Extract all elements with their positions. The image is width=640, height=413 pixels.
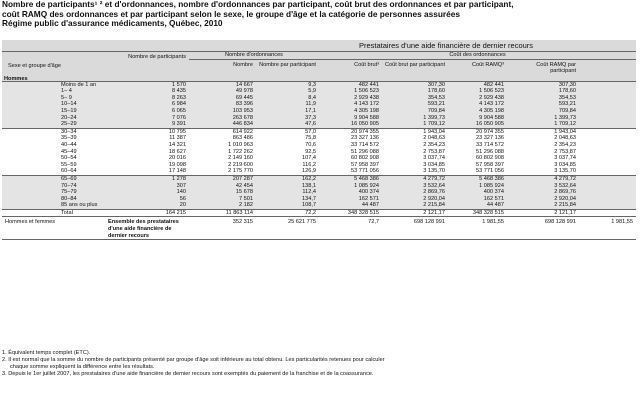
statistics-table bbox=[2, 40, 636, 240]
total-cout-ramq: 348 328 515 bbox=[448, 209, 507, 217]
cout-brut-par-cell: 1 399,73 bbox=[382, 115, 448, 122]
row-label bbox=[2, 162, 105, 169]
footnote-1: 1. Équivalent temps complet (ETC). bbox=[2, 350, 91, 356]
cout-ramq-cell: 400 374 bbox=[448, 189, 507, 196]
nombre-par-cell: 134,7 bbox=[256, 196, 319, 203]
table-row bbox=[2, 95, 636, 102]
cout-brut-cell: 2 929 438 bbox=[319, 95, 382, 102]
ensemble-cout-ramq-par: 1 981,55 bbox=[579, 217, 636, 240]
table-row bbox=[2, 168, 636, 175]
row-label bbox=[2, 121, 105, 128]
cout-brut-par-cell: 593,21 bbox=[382, 101, 448, 108]
table-row bbox=[2, 175, 636, 182]
cout-ramq-par-cell: 709,84 bbox=[507, 108, 579, 115]
nombre-cell: 2 149 160 bbox=[228, 155, 253, 162]
nombre-par-cell: 5,9 bbox=[256, 88, 319, 95]
cout-brut-par-heading: Coût brut par participant bbox=[385, 61, 446, 68]
table-row bbox=[2, 88, 636, 95]
row-label bbox=[2, 135, 105, 142]
nombre-par-heading: Nombre par participant bbox=[259, 61, 316, 68]
nombre-par-cell: 138,1 bbox=[256, 183, 319, 190]
cout-ramq-cell: 1 506 523 bbox=[448, 88, 507, 95]
row-label bbox=[2, 142, 105, 149]
participants-cell: 6 984 bbox=[105, 101, 189, 108]
ensemble-participants: 352 315 bbox=[189, 217, 256, 240]
age-group: 10–14 bbox=[61, 101, 77, 108]
cout-brut-cell: 9 904 588 bbox=[319, 115, 382, 122]
total-participants: 164 215 bbox=[105, 209, 189, 217]
participants-cell: 7 076 bbox=[105, 115, 189, 122]
cout-brut-cell: 53 771 056 bbox=[319, 168, 382, 175]
table-row bbox=[2, 196, 636, 203]
cout-brut-cell: 33 714 572 bbox=[351, 141, 379, 148]
cout-brut-par-cell: 1 943,04 bbox=[382, 128, 448, 135]
cout-ramq-par-cell: 593,21 bbox=[507, 101, 579, 108]
total-cout-ramq-par: 2 121,17 bbox=[507, 209, 579, 217]
ensemble-nombre-par: 72,7 bbox=[319, 217, 382, 240]
cout-brut-cell: 20 974 355 bbox=[319, 128, 382, 135]
cout-ramq-cell: 60 802 908 bbox=[476, 155, 504, 162]
nombre-par-cell: 126,9 bbox=[256, 168, 319, 175]
participants-cell: 9 391 bbox=[105, 121, 189, 128]
row-label bbox=[2, 155, 105, 162]
age-group: 75–79 bbox=[61, 189, 77, 196]
participants-cell: 19 098 bbox=[168, 161, 186, 168]
nombre-cell: 614 922 bbox=[189, 128, 256, 135]
banner-heading: Prestataires d'une aide financière de dernier recours bbox=[256, 40, 636, 52]
nombre-par-cell: 9,3 bbox=[256, 81, 319, 88]
nombre-par-cell: 116,2 bbox=[302, 161, 316, 168]
participants-cell: 10 795 bbox=[105, 128, 189, 135]
cout-ramq-par-cell: 2 048,63 bbox=[554, 135, 576, 142]
cout-ramq-cell: 162 571 bbox=[448, 196, 507, 203]
cout-ramq-par-cell: 354,53 bbox=[507, 95, 579, 102]
age-group: 70–74 bbox=[61, 182, 77, 189]
ordonnances-group-heading: Nombre d'ordonnances bbox=[189, 52, 319, 60]
cout-brut-par-cell: 2 753,87 bbox=[423, 148, 445, 155]
cout-ramq-cell: 2 929 438 bbox=[448, 95, 507, 102]
nombre-cell: 14 667 bbox=[189, 81, 256, 88]
nombre-par-cell: 17,1 bbox=[256, 108, 319, 115]
cout-brut-cell: 1 085 924 bbox=[319, 183, 382, 190]
cout-brut-cell: 60 802 908 bbox=[351, 155, 379, 162]
cout-ramq-cell: 4 143 172 bbox=[448, 101, 507, 108]
table-row bbox=[2, 149, 636, 156]
age-group: 25–29 bbox=[61, 121, 77, 128]
cout-ramq-cell: 482 441 bbox=[448, 81, 507, 88]
table-row bbox=[2, 202, 636, 209]
nombre-cell: 2 182 bbox=[189, 202, 256, 209]
section-label-hommes: Hommes bbox=[4, 75, 28, 82]
total-nombre: 11 863 114 bbox=[189, 209, 256, 217]
cout-brut-par-cell: 178,60 bbox=[382, 88, 448, 95]
age-group: 40–44 bbox=[61, 141, 77, 148]
participants-cell: 8 435 bbox=[105, 88, 189, 95]
row-label bbox=[2, 128, 105, 135]
cout-brut-cell: 44 487 bbox=[319, 202, 382, 209]
ensemble-cout-ramq: 698 128 991 bbox=[507, 217, 579, 240]
nombre-cell: 15 678 bbox=[189, 189, 256, 196]
cout-brut-cell: 23 327 136 bbox=[351, 135, 379, 142]
participants-cell: 20 016 bbox=[168, 155, 186, 162]
age-group: 5– 9 bbox=[61, 94, 72, 101]
cout-ramq-cell: 44 487 bbox=[448, 202, 507, 209]
cout-brut-par-cell: 3 135,70 bbox=[382, 168, 448, 175]
row-label bbox=[2, 88, 105, 95]
nombre-par-cell: 92,5 bbox=[305, 148, 316, 155]
nombre-par-cell: 112,4 bbox=[256, 189, 319, 196]
row-label bbox=[2, 196, 105, 203]
cout-brut-cell: 51 296 088 bbox=[351, 148, 379, 155]
nombre-cell: 207 287 bbox=[189, 175, 256, 182]
nombre-cell: 1 722 262 bbox=[228, 148, 253, 155]
footnotes bbox=[2, 350, 638, 378]
cout-brut-cell: 57 958 397 bbox=[351, 161, 379, 168]
cout-brut-par-cell: 2 354,23 bbox=[423, 141, 445, 148]
participants-heading: Nombre de participants bbox=[128, 54, 186, 60]
cout-brut-par-cell: 2 869,76 bbox=[382, 189, 448, 196]
footnote-2: 2. Il est normal que la somme du nombre de participants présenté par groupe d'âge soit inférieure au total obtenu. Les particularités retenues pour calculer bbox=[2, 357, 385, 363]
cout-ramq-par-cell: 2 920,04 bbox=[507, 196, 579, 203]
cout-ramq-cell: 4 305 198 bbox=[448, 108, 507, 115]
nombre-par-cell: 47,6 bbox=[256, 121, 319, 128]
participants-cell: 18 627 bbox=[168, 148, 186, 155]
row-label bbox=[2, 189, 105, 196]
cout-brut-par-cell: 4 279,72 bbox=[382, 175, 448, 182]
cout-brut-par-cell: 3 532,64 bbox=[382, 183, 448, 190]
table-row bbox=[2, 155, 636, 162]
row-label bbox=[2, 202, 105, 209]
participants-cell: 11 387 bbox=[169, 135, 186, 142]
nombre-par-cell: 162,2 bbox=[256, 175, 319, 182]
cout-ramq-heading: Coût RAMQ³ bbox=[471, 61, 504, 68]
nombre-cell: 7 501 bbox=[189, 196, 256, 203]
footnote-2-cont: chaque somme expliquent la différence entre les résultats. bbox=[10, 364, 155, 370]
group-heading: Sexe et groupe d'âge bbox=[8, 63, 62, 69]
cout-ramq-par-cell: 307,30 bbox=[507, 81, 579, 88]
nombre-cell: 49 978 bbox=[189, 88, 256, 95]
participants-cell: 6 065 bbox=[105, 108, 189, 115]
cout-brut-cell: 482 441 bbox=[319, 81, 382, 88]
cout-ramq-cell: 9 904 588 bbox=[448, 115, 507, 122]
cout-ramq-par-cell: 3 532,64 bbox=[507, 183, 579, 190]
table-row bbox=[2, 162, 636, 169]
cout-ramq-cell: 23 327 136 bbox=[476, 135, 504, 142]
participants-cell: 8 263 bbox=[105, 95, 189, 102]
cout-brut-par-cell: 2 920,04 bbox=[382, 196, 448, 203]
age-group: 55–59 bbox=[61, 161, 77, 168]
ensemble-row bbox=[2, 217, 636, 240]
nombre-par-cell: 75,8 bbox=[305, 135, 316, 142]
table-title bbox=[2, 0, 638, 29]
cout-ramq-cell: 33 714 572 bbox=[476, 141, 504, 148]
age-group: 65–69 bbox=[61, 175, 77, 182]
cout-brut-cell: 4 305 198 bbox=[319, 108, 382, 115]
table-row bbox=[2, 81, 636, 88]
nombre-cell: 42 454 bbox=[189, 183, 256, 190]
nombre-cell: 2 175 770 bbox=[189, 168, 256, 175]
participants-cell: 20 bbox=[105, 202, 189, 209]
cout-group-heading: Coût des ordonnances bbox=[319, 52, 636, 60]
nombre-par-cell: 70,6 bbox=[305, 141, 316, 148]
cout-brut-heading: Coût brut³ bbox=[354, 61, 379, 68]
row-label bbox=[2, 95, 105, 102]
table-row bbox=[2, 183, 636, 190]
cout-ramq-par-cell: 1 943,04 bbox=[507, 128, 579, 135]
cout-brut-cell: 162 571 bbox=[319, 196, 382, 203]
age-group: 30–34 bbox=[61, 128, 77, 135]
table-row bbox=[2, 189, 636, 196]
nombre-cell: 863 486 bbox=[232, 135, 253, 142]
cout-ramq-par-cell: 2 215,84 bbox=[507, 202, 579, 209]
cout-ramq-par-cell: 1 399,73 bbox=[507, 115, 579, 122]
nombre-par-cell: 8,4 bbox=[256, 95, 319, 102]
title-line-3: Régime public d'assurance médicaments, Québec, 2010 bbox=[2, 18, 223, 29]
row-label bbox=[2, 149, 105, 156]
row-label bbox=[2, 101, 105, 108]
nombre-par-cell: 37,3 bbox=[256, 115, 319, 122]
participants-cell: 1 570 bbox=[105, 81, 189, 88]
title-line-1: Nombre de participants¹ ² et d'ordonnances, nombre d'ordonnances par participant, coût brut des ordonnances et par participant, bbox=[2, 0, 514, 9]
ensemble-cout-brut-par: 1 981,55 bbox=[448, 217, 507, 240]
nombre-par-cell: 57,0 bbox=[256, 128, 319, 135]
cout-brut-cell: 400 374 bbox=[319, 189, 382, 196]
cout-brut-par-cell: 3 034,85 bbox=[423, 161, 445, 168]
cout-brut-par-cell: 709,84 bbox=[382, 108, 448, 115]
age-group: 1– 4 bbox=[61, 88, 72, 95]
row-label bbox=[2, 175, 105, 182]
table-row bbox=[2, 135, 636, 142]
table-row bbox=[2, 115, 636, 122]
nombre-cell: 103 953 bbox=[189, 108, 256, 115]
ensemble-label-cell bbox=[2, 217, 105, 240]
age-group: 60–64 bbox=[61, 168, 77, 175]
nombre-cell: 446 834 bbox=[189, 121, 256, 128]
age-group: 20–24 bbox=[61, 114, 77, 121]
cout-brut-cell: 16 050 905 bbox=[319, 121, 382, 128]
total-cout-brut: 348 328 515 bbox=[319, 209, 382, 217]
cout-ramq-par-cell: 1 709,12 bbox=[507, 121, 579, 128]
cout-ramq-cell: 51 296 088 bbox=[476, 148, 504, 155]
participants-cell: 1 278 bbox=[105, 175, 189, 182]
cout-ramq-par-heading: Coût RAMQ par participant bbox=[536, 61, 576, 75]
table-row bbox=[2, 128, 636, 135]
age-group: 15–19 bbox=[61, 107, 77, 114]
table-row bbox=[2, 108, 636, 115]
row-label bbox=[2, 75, 105, 88]
cout-brut-cell: 4 143 172 bbox=[319, 101, 382, 108]
total-nombre-par: 72,2 bbox=[256, 209, 319, 217]
ensemble-cout-brut: 698 128 991 bbox=[382, 217, 448, 240]
nombre-cell: 1 010 963 bbox=[228, 141, 253, 148]
cout-ramq-cell: 5 468 386 bbox=[448, 175, 507, 182]
row-label bbox=[2, 108, 105, 115]
table-row bbox=[2, 101, 636, 108]
section-label-hommes-femmes: Hommes et femmes bbox=[5, 219, 56, 226]
age-group: 85 ans ou plus bbox=[61, 202, 98, 209]
total-cout-brut-par: 2 121,17 bbox=[382, 209, 448, 217]
age-group: 35–39 bbox=[61, 135, 77, 142]
cout-brut-par-cell: 2 048,63 bbox=[423, 135, 445, 142]
cout-ramq-cell: 1 085 924 bbox=[448, 183, 507, 190]
cout-ramq-par-cell: 2 354,23 bbox=[554, 141, 576, 148]
nombre-par-cell: 11,9 bbox=[256, 101, 319, 108]
participants-cell: 56 bbox=[105, 196, 189, 203]
age-group: 50–54 bbox=[61, 155, 77, 162]
cout-brut-par-cell: 307,30 bbox=[382, 81, 448, 88]
participants-cell: 307 bbox=[105, 183, 189, 190]
footnote-3: 3. Depuis le 1er juillet 2007, les prestataires d'une aide financière de dernier recours sont exemptés du paiement de la franchise et de la coassurance. bbox=[2, 371, 374, 377]
cout-ramq-cell: 16 050 905 bbox=[448, 121, 507, 128]
cout-brut-par-cell: 1 709,12 bbox=[382, 121, 448, 128]
table-header bbox=[2, 40, 636, 81]
nombre-cell: 263 678 bbox=[189, 115, 256, 122]
cout-ramq-par-cell: 4 279,72 bbox=[507, 175, 579, 182]
cout-brut-par-cell: 3 037,74 bbox=[423, 155, 445, 162]
age-group: Moins de 1 an bbox=[61, 81, 97, 88]
table-body bbox=[2, 75, 636, 240]
ensemble-nombre: 25 621 775 bbox=[256, 217, 319, 240]
participants-cell: 140 bbox=[105, 189, 189, 196]
nombre-cell: 83 396 bbox=[189, 101, 256, 108]
cout-ramq-par-cell: 3 037,74 bbox=[554, 155, 576, 162]
cout-ramq-cell: 53 771 056 bbox=[448, 168, 507, 175]
nombre-cell: 2 219 600 bbox=[228, 161, 253, 168]
total-label: Total bbox=[2, 209, 105, 217]
total-row bbox=[2, 209, 636, 217]
cout-ramq-par-cell: 3 034,85 bbox=[554, 161, 576, 168]
nombre-cell: 69 445 bbox=[189, 95, 256, 102]
ensemble-label: Ensemble des prestataires d'une aide financière de dernier recours bbox=[105, 217, 189, 240]
row-label bbox=[2, 168, 105, 175]
participants-cell: 14 321 bbox=[168, 141, 186, 148]
cout-brut-par-cell: 354,53 bbox=[382, 95, 448, 102]
cout-ramq-par-cell: 2 869,76 bbox=[507, 189, 579, 196]
nombre-par-cell: 108,7 bbox=[256, 202, 319, 209]
age-group: 45–49 bbox=[61, 148, 77, 155]
row-label bbox=[2, 115, 105, 122]
title-line-2: coût RAMQ des ordonnances et par participant selon le sexe, le groupe d'âge et la catégorie de personnes assurées bbox=[2, 8, 460, 19]
row-label bbox=[2, 183, 105, 190]
cout-brut-par-cell: 2 215,84 bbox=[382, 202, 448, 209]
cout-brut-cell: 1 506 523 bbox=[319, 88, 382, 95]
cout-ramq-cell: 57 958 397 bbox=[476, 161, 504, 168]
participants-cell: 17 148 bbox=[105, 168, 189, 175]
table-row bbox=[2, 121, 636, 128]
cout-ramq-cell: 20 974 355 bbox=[448, 128, 507, 135]
nombre-heading: Nombre bbox=[233, 61, 253, 68]
table-row bbox=[2, 142, 636, 149]
cout-ramq-par-cell: 2 753,87 bbox=[554, 148, 576, 155]
cout-brut-cell: 5 468 386 bbox=[319, 175, 382, 182]
cout-ramq-par-cell: 178,60 bbox=[507, 88, 579, 95]
age-group: 80–84 bbox=[61, 195, 77, 202]
nombre-par-cell: 107,4 bbox=[302, 155, 316, 162]
cout-ramq-par-cell: 3 135,70 bbox=[507, 168, 579, 175]
